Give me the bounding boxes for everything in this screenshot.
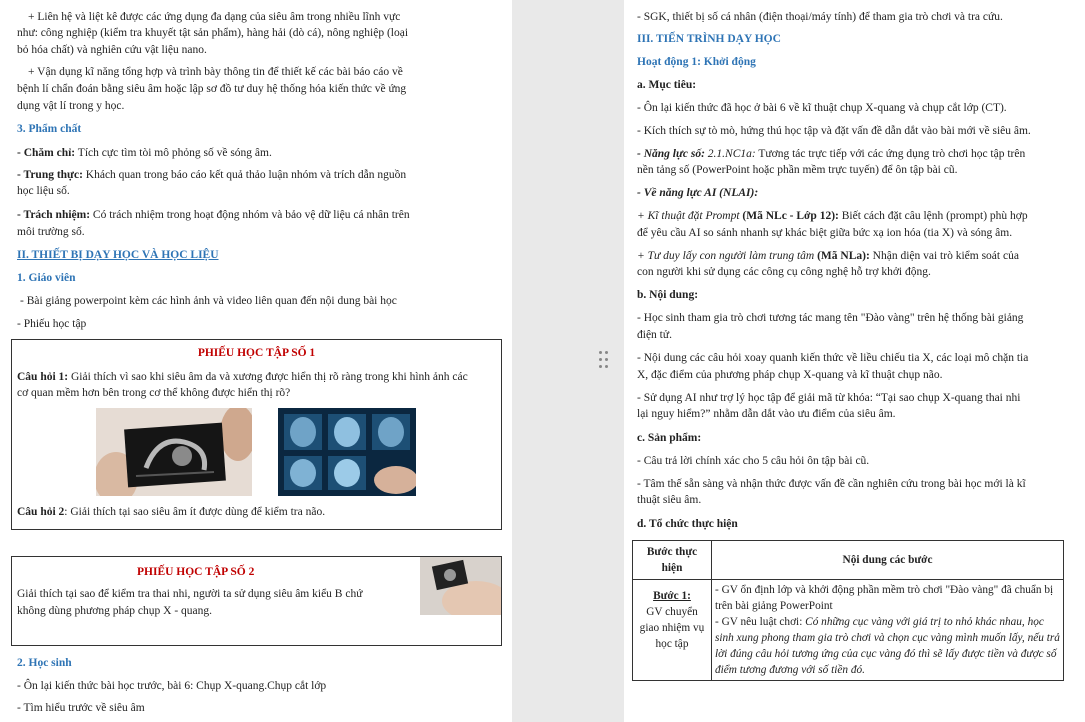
paragraph: - Chăm chỉ: Tích cực tìm tòi mô phỏng số về sóng âm. xyxy=(17,147,272,159)
text-line: - Phiếu học tập xyxy=(17,318,87,330)
text-line: - Tâm thế sẵn sàng và nhận thức được vấn đề cần nghiên cứu trong bài học mới là kĩ xyxy=(637,478,1026,490)
left-page xyxy=(0,0,512,722)
text-line: thuật siêu âm. xyxy=(637,494,702,506)
text-line: - Ôn lại kiến thức đã học ở bài 6 về kĩ thuật chụp X-quang và chụp cắt lớp (CT). xyxy=(637,102,1007,114)
text-line: - Sử dụng AI như trợ lý học tập để giải mã từ khóa: “Tại sao chụp X-quang thai nhi xyxy=(637,392,1021,404)
ultrasound-photo xyxy=(96,408,252,496)
step-label: Bước 1: xyxy=(653,590,691,602)
paragraph: + Kĩ thuật đặt Prompt (Mã NLc - Lớp 12): Biết cách đặt câu lệnh (prompt) phù hợp xyxy=(637,210,1028,222)
sub-heading: 2. Học sinh xyxy=(17,657,72,669)
text-line: bệnh lí chẩn đoán bằng siêu âm hoặc lập sơ đồ tư duy hệ thống hóa kiến thức về ứng xyxy=(17,83,407,95)
paragraph: - Trung thực: Khách quan trong báo cáo kết quả thảo luận nhóm và trích dẫn nguồn xyxy=(17,169,407,181)
paragraph: - Trách nhiệm: Có trách nhiệm trong hoạt động nhóm và bảo vệ dữ liệu cá nhân trên xyxy=(17,209,410,221)
text-line: lại nguy hiểm?” nhằm dẫn dắt vào ưu điểm của siêu âm. xyxy=(637,408,896,420)
brain-scan-photo xyxy=(278,408,416,496)
col-header: Bước thực hiện xyxy=(633,541,712,580)
text-line: - Câu trả lời chính xác cho 5 câu hỏi ôn tập bài cũ. xyxy=(637,455,870,467)
text-line: + Liên hệ và liệt kê được các ứng dụng đa dạng của siêu âm trong nhiều lĩnh vực xyxy=(28,11,401,23)
text-line: bỏ hóa chất) và nghiên cứu vật liệu nano. xyxy=(17,44,207,56)
section-heading: II. THIẾT BỊ DẠY HỌC VÀ HỌC LIỆU xyxy=(17,249,219,261)
question-1: Câu hỏi 1: Giải thích vì sao khi siêu âm da và xương được hiển thị rõ ràng trong khi hình ảnh các xyxy=(17,371,468,383)
worksheet-1 xyxy=(11,339,502,530)
drag-handle-icon[interactable] xyxy=(598,350,610,370)
text-line: + Vận dụng kĩ năng tổng hợp và trình bày thông tin để thiết kế các bài báo cáo về xyxy=(28,66,403,78)
text-line: không dùng phương pháp chụp X - quang. xyxy=(17,605,213,617)
step-description: GV chuyển giao nhiệm vụ học tập xyxy=(639,606,705,650)
text-line: như: công nghiệp (kiểm tra khuyết tật sản phẩm), hàng hải (dò cá), nông nghiệp (loại xyxy=(17,27,409,39)
text-line: nền tảng số (PowerPoint hoặc phần mềm trực tuyến) để ôn tập bài cũ. xyxy=(637,164,958,176)
sub-heading: c. Sản phẩm: xyxy=(637,432,702,444)
content-line: - GV nêu luật chơi: Có những cục vàng với giá trị to nhỏ khác nhau, học sinh xung phong tham gia trò chơi và chọn cục vàng mình muốn lấy, nếu trả lời đúng câu hỏi tương ứng của cục vàng đó thì sẽ lấy được tiền và được số điểm tương đương với số tiền đó. xyxy=(715,616,1060,676)
text-line: học liệu số. xyxy=(17,185,70,197)
text-line: - SGK, thiết bị số cá nhân (điện thoại/máy tính) để tham gia trò chơi và tra cứu. xyxy=(637,11,1003,23)
text-line: - Bài giảng powerpoint kèm các hình ảnh và video liên quan đến nội dung bài học xyxy=(20,295,397,307)
text-line: để yêu cầu AI so sánh nhanh sự khác biệt giữa bức xạ ion hóa (tia X) và sóng âm. xyxy=(637,227,1013,239)
text-line: điện tử. xyxy=(637,329,672,341)
text-line: X, đặc điểm của phương pháp chụp X-quang và kĩ thuật chụp não. xyxy=(637,369,943,381)
col-header: Nội dung các bước xyxy=(712,541,1064,580)
text-line: - Nội dung các câu hỏi xoay quanh kiến thức về liều chiếu tia X, các loại mô chặn tia xyxy=(637,352,1029,364)
section-heading: III. TIẾN TRÌNH DẠY HỌC xyxy=(637,33,781,45)
text-line: - Kích thích sự tò mò, hứng thú học tập và đặt vấn đề dẫn dắt vào bài mới về siêu âm. xyxy=(637,125,1031,137)
text-line: - Ôn lại kiến thức bài học trước, bài 6: Chụp X-quang.Chụp cắt lớp xyxy=(17,680,327,692)
pregnancy-photo xyxy=(420,557,501,615)
text-line: cơ quan mềm hơn bên trong cơ thể không được hiển thị rõ? xyxy=(17,387,291,399)
sub-heading: b. Nội dung: xyxy=(637,289,699,301)
sub-heading: - Về năng lực AI (NLAI): xyxy=(637,187,759,199)
section-heading: 3. Phẩm chất xyxy=(17,123,82,135)
sub-heading: d. Tổ chức thực hiện xyxy=(637,518,738,530)
sub-heading: a. Mục tiêu: xyxy=(637,79,697,91)
table-row xyxy=(633,580,1064,681)
question-2: Câu hỏi 2: Giải thích tại sao siêu âm ít được dùng để kiểm tra não. xyxy=(17,506,326,518)
steps-table xyxy=(632,540,1064,681)
text-line: dụng vật lí trong y học. xyxy=(17,100,125,112)
paragraph: + Tư duy lấy con người làm trung tâm (Mã NLa): Nhận diện vai trò kiểm soát của xyxy=(637,250,1019,262)
text-line: Giải thích tại sao để kiểm tra thai nhi, người ta sử dụng siêu âm kiểu B chứ xyxy=(17,588,363,600)
worksheet-title: PHIẾU HỌC TẬP SỐ 1 xyxy=(197,347,316,359)
worksheet-2 xyxy=(11,556,502,646)
text-line: môi trường số. xyxy=(17,226,85,238)
content-cell xyxy=(712,580,1064,681)
table-header-row xyxy=(633,541,1064,580)
text-line: - Tìm hiểu trước về siêu âm xyxy=(17,702,145,714)
step-cell xyxy=(633,580,712,681)
sub-heading: 1. Giáo viên xyxy=(17,272,76,284)
text-line: con người khi sử dụng các công cụ công nghệ hỗ trợ khởi động. xyxy=(637,266,931,278)
worksheet-title: PHIẾU HỌC TẬP SỐ 2 xyxy=(137,566,255,578)
paragraph: - Năng lực số: 2.1.NC1a: Tương tác trực tiếp với các ứng dụng trò chơi học tập trên xyxy=(637,148,1026,160)
content-line: - GV ổn định lớp và khởi động phần mềm trò chơi "Đào vàng" đã chuẩn bị trên bài giảng PowerPoint xyxy=(715,584,1054,612)
text-line: - Học sinh tham gia trò chơi tương tác mang tên "Đào vàng" trên hệ thống bài giảng xyxy=(637,312,1024,324)
activity-heading: Hoạt động 1: Khởi động xyxy=(637,56,756,68)
